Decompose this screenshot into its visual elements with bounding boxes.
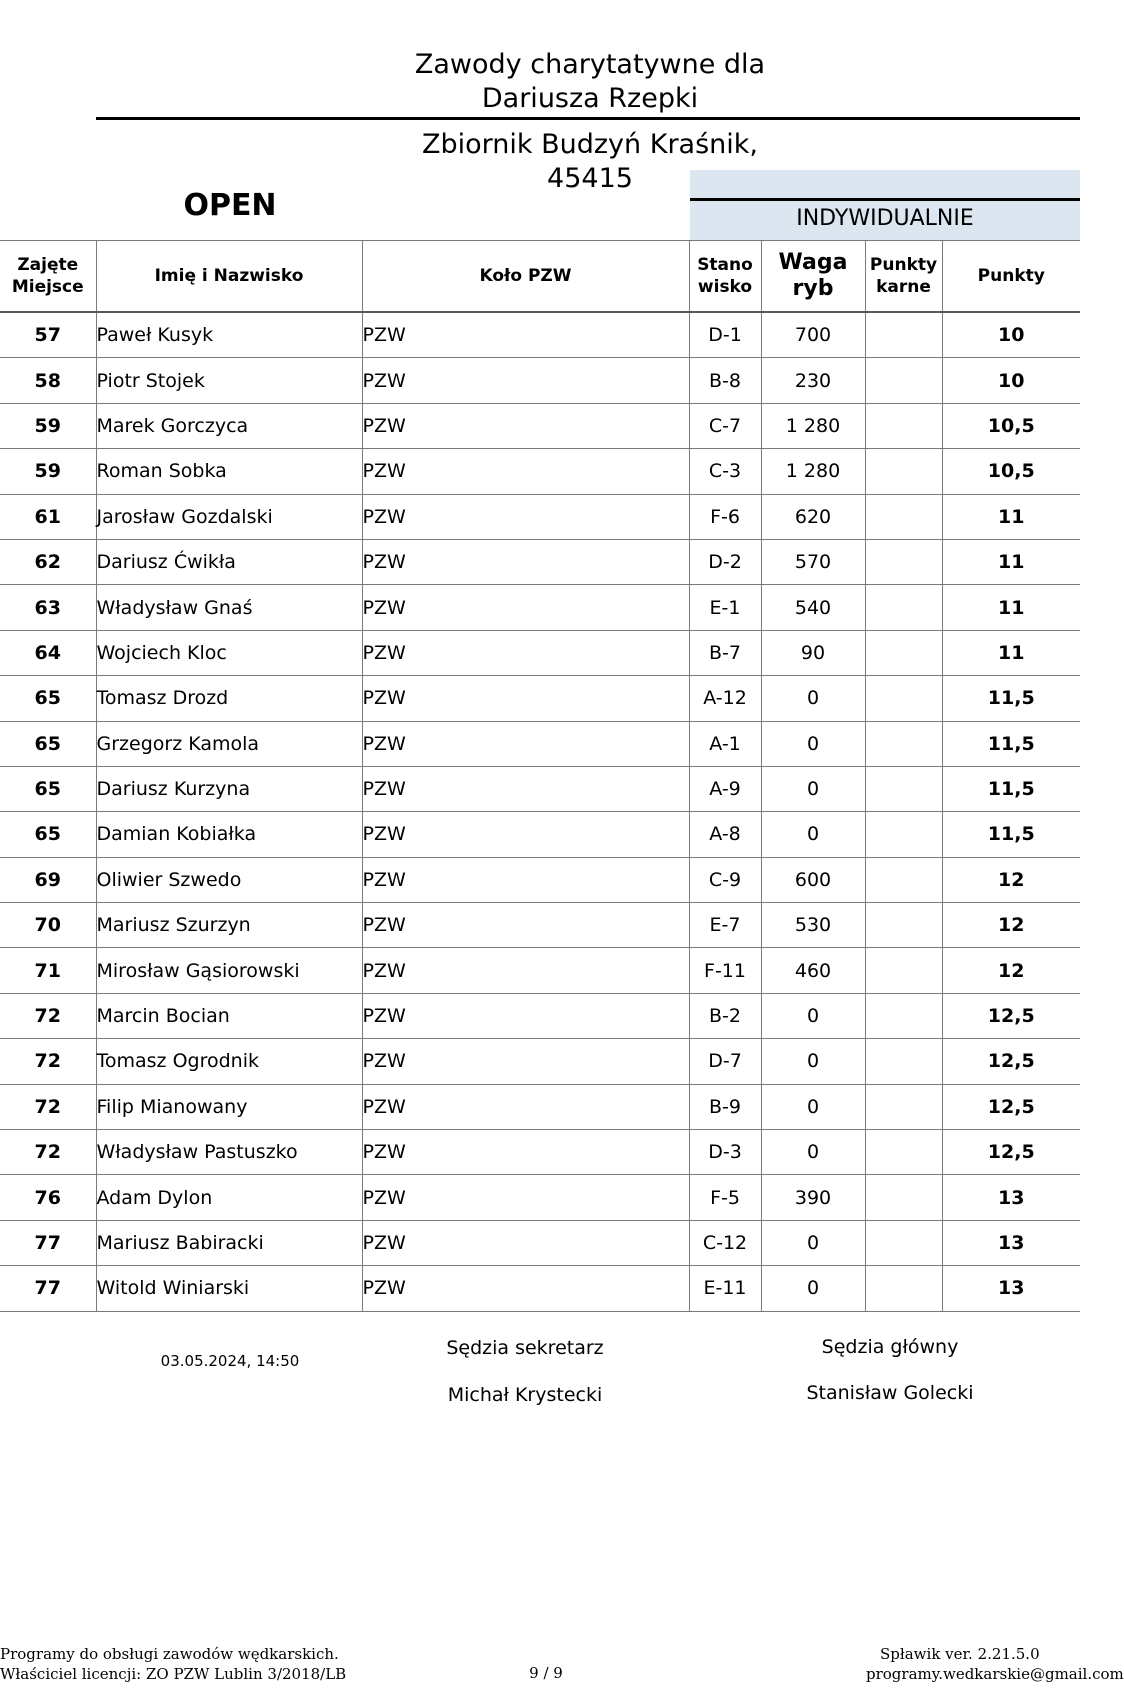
row-club: PZW: [362, 449, 689, 494]
row-penalty: [865, 857, 942, 902]
row-name: Dariusz Kurzyna: [96, 766, 362, 811]
table-row: [0, 539, 1080, 584]
footer-license-line: Właściciel licencji: ZO PZW Lublin 3/2018/LB: [0, 1665, 347, 1683]
row-station: B-7: [689, 630, 761, 675]
footer-email: programy.wedkarskie@gmail.com: [866, 1665, 1124, 1683]
row-penalty: [865, 766, 942, 811]
row-name: Władysław Pastuszko: [96, 1130, 362, 1175]
row-penalty: [865, 585, 942, 630]
row-weight: 0: [761, 1220, 865, 1265]
row-club: PZW: [362, 857, 689, 902]
row-place: 62: [0, 539, 96, 584]
row-weight: 1 280: [761, 449, 865, 494]
table-row: [0, 494, 1080, 539]
row-station: A-8: [689, 812, 761, 857]
row-name: Tomasz Drozd: [96, 676, 362, 721]
row-penalty: [865, 1039, 942, 1084]
col-header-points: Punkty: [942, 241, 1080, 313]
document-title: [360, 48, 820, 116]
row-club: PZW: [362, 993, 689, 1038]
row-station: F-5: [689, 1175, 761, 1220]
row-station: C-12: [689, 1220, 761, 1265]
row-club: PZW: [362, 903, 689, 948]
row-weight: 390: [761, 1175, 865, 1220]
row-points: 11: [942, 585, 1080, 630]
secretary-name: Michał Krystecki: [447, 1384, 603, 1406]
row-station: B-8: [689, 358, 761, 403]
row-points: 13: [942, 1266, 1080, 1311]
row-points: 11,5: [942, 676, 1080, 721]
row-station: A-12: [689, 676, 761, 721]
col-header-weight: Waga ryb: [761, 241, 865, 313]
row-place: 65: [0, 676, 96, 721]
footer-version: Spławik ver. 2.21.5.0: [880, 1645, 1040, 1663]
row-place: 69: [0, 857, 96, 902]
row-station: A-9: [689, 766, 761, 811]
row-weight: 540: [761, 585, 865, 630]
row-station: D-1: [689, 312, 761, 358]
venue-title: Zbiornik Budzyń Kraśnik, 45415: [422, 129, 758, 194]
row-name: Grzegorz Kamola: [96, 721, 362, 766]
row-club: PZW: [362, 766, 689, 811]
row-club: PZW: [362, 676, 689, 721]
row-place: 59: [0, 403, 96, 448]
row-penalty: [865, 1266, 942, 1311]
row-place: 72: [0, 1039, 96, 1084]
row-club: PZW: [362, 539, 689, 584]
col-header-club: Koło PZW: [362, 241, 689, 313]
row-penalty: [865, 1175, 942, 1220]
table-row: [0, 857, 1080, 902]
row-place: 72: [0, 1130, 96, 1175]
row-penalty: [865, 1084, 942, 1129]
row-name: Witold Winiarski: [96, 1266, 362, 1311]
table-row: [0, 1084, 1080, 1129]
row-points: 12,5: [942, 1130, 1080, 1175]
row-place: 64: [0, 630, 96, 675]
table-row: [0, 403, 1080, 448]
row-weight: 0: [761, 1130, 865, 1175]
row-weight: 0: [761, 766, 865, 811]
row-station: E-7: [689, 903, 761, 948]
row-penalty: [865, 539, 942, 584]
row-place: 65: [0, 812, 96, 857]
secretary-label: Sędzia sekretarz: [446, 1337, 604, 1359]
row-station: D-7: [689, 1039, 761, 1084]
row-points: 13: [942, 1220, 1080, 1265]
category-label: OPEN: [183, 188, 277, 223]
row-station: D-3: [689, 1130, 761, 1175]
row-points: 11: [942, 539, 1080, 584]
row-name: Adam Dylon: [96, 1175, 362, 1220]
row-name: Oliwier Szwedo: [96, 857, 362, 902]
row-club: PZW: [362, 812, 689, 857]
row-penalty: [865, 721, 942, 766]
section-label: INDYWIDUALNIE: [796, 206, 974, 231]
table-row: [0, 358, 1080, 403]
row-name: Władysław Gnaś: [96, 585, 362, 630]
table-row: [0, 1130, 1080, 1175]
row-penalty: [865, 358, 942, 403]
row-weight: 0: [761, 1266, 865, 1311]
row-place: 76: [0, 1175, 96, 1220]
row-weight: 570: [761, 539, 865, 584]
row-station: C-9: [689, 857, 761, 902]
row-points: 11,5: [942, 721, 1080, 766]
row-penalty: [865, 1130, 942, 1175]
row-name: Jarosław Gozdalski: [96, 494, 362, 539]
row-weight: 700: [761, 312, 865, 358]
row-penalty: [865, 812, 942, 857]
table-row: [0, 766, 1080, 811]
table-row: [0, 449, 1080, 494]
row-weight: 0: [761, 721, 865, 766]
section-header-rule: [690, 198, 1080, 201]
col-header-name: Imię i Nazwisko: [96, 241, 362, 313]
row-place: 57: [0, 312, 96, 358]
table-row: [0, 1175, 1080, 1220]
report-date: 03.05.2024, 14:50: [160, 1352, 300, 1370]
results-table: [0, 240, 1080, 1312]
row-name: Wojciech Kloc: [96, 630, 362, 675]
row-points: 12: [942, 903, 1080, 948]
row-weight: 600: [761, 857, 865, 902]
table-row: [0, 993, 1080, 1038]
table-row: [0, 812, 1080, 857]
table-row: [0, 1039, 1080, 1084]
page-number: 9 / 9: [529, 1664, 563, 1682]
row-station: F-11: [689, 948, 761, 993]
row-weight: 90: [761, 630, 865, 675]
row-points: 11: [942, 630, 1080, 675]
row-club: PZW: [362, 721, 689, 766]
title-line-1: Zawody charytatywne dla: [414, 49, 766, 80]
row-club: PZW: [362, 403, 689, 448]
row-penalty: [865, 676, 942, 721]
row-penalty: [865, 403, 942, 448]
row-name: Mirosław Gąsiorowski: [96, 948, 362, 993]
row-station: E-1: [689, 585, 761, 630]
table-row: [0, 721, 1080, 766]
row-points: 10,5: [942, 449, 1080, 494]
row-penalty: [865, 312, 942, 358]
row-points: 11,5: [942, 766, 1080, 811]
row-station: C-3: [689, 449, 761, 494]
row-penalty: [865, 630, 942, 675]
table-row: [0, 1266, 1080, 1311]
row-weight: 620: [761, 494, 865, 539]
row-points: 12: [942, 857, 1080, 902]
title-line-2: Dariusza Rzepki: [481, 83, 699, 114]
row-weight: 1 280: [761, 403, 865, 448]
row-club: PZW: [362, 1220, 689, 1265]
row-club: PZW: [362, 948, 689, 993]
row-penalty: [865, 1220, 942, 1265]
row-club: PZW: [362, 1175, 689, 1220]
row-points: 10,5: [942, 403, 1080, 448]
row-place: 63: [0, 585, 96, 630]
row-place: 77: [0, 1220, 96, 1265]
row-name: Roman Sobka: [96, 449, 362, 494]
footer-software-line: Programy do obsługi zawodów wędkarskich.: [0, 1645, 339, 1663]
table-row: [0, 903, 1080, 948]
row-club: PZW: [362, 1084, 689, 1129]
row-name: Marek Gorczyca: [96, 403, 362, 448]
row-club: PZW: [362, 494, 689, 539]
row-club: PZW: [362, 1266, 689, 1311]
table-row: [0, 630, 1080, 675]
row-name: Mariusz Szurzyn: [96, 903, 362, 948]
row-name: Dariusz Ćwikła: [96, 539, 362, 584]
row-station: A-1: [689, 721, 761, 766]
row-weight: 0: [761, 993, 865, 1038]
row-weight: 0: [761, 1039, 865, 1084]
table-header-row: [0, 241, 1080, 313]
row-points: 12: [942, 948, 1080, 993]
row-place: 58: [0, 358, 96, 403]
row-weight: 230: [761, 358, 865, 403]
row-place: 71: [0, 948, 96, 993]
row-weight: 0: [761, 676, 865, 721]
row-club: PZW: [362, 1130, 689, 1175]
row-weight: 0: [761, 1084, 865, 1129]
row-name: Damian Kobiałka: [96, 812, 362, 857]
row-place: 65: [0, 721, 96, 766]
row-name: Piotr Stojek: [96, 358, 362, 403]
row-station: B-2: [689, 993, 761, 1038]
row-name: Mariusz Babiracki: [96, 1220, 362, 1265]
row-penalty: [865, 903, 942, 948]
row-weight: 460: [761, 948, 865, 993]
row-name: Tomasz Ogrodnik: [96, 1039, 362, 1084]
row-station: B-9: [689, 1084, 761, 1129]
row-club: PZW: [362, 1039, 689, 1084]
table-row: [0, 1220, 1080, 1265]
title-divider: [96, 117, 1080, 120]
row-penalty: [865, 948, 942, 993]
row-station: E-11: [689, 1266, 761, 1311]
row-place: 72: [0, 1084, 96, 1129]
row-points: 12,5: [942, 993, 1080, 1038]
row-station: D-2: [689, 539, 761, 584]
row-station: F-6: [689, 494, 761, 539]
row-points: 11: [942, 494, 1080, 539]
row-name: Marcin Bocian: [96, 993, 362, 1038]
col-header-penalty: Punkty karne: [865, 241, 942, 313]
table-row: [0, 585, 1080, 630]
row-name: Paweł Kusyk: [96, 312, 362, 358]
table-row: [0, 948, 1080, 993]
row-place: 65: [0, 766, 96, 811]
row-penalty: [865, 993, 942, 1038]
row-place: 70: [0, 903, 96, 948]
row-club: PZW: [362, 630, 689, 675]
row-points: 10: [942, 358, 1080, 403]
row-weight: 0: [761, 812, 865, 857]
table-row: [0, 676, 1080, 721]
row-penalty: [865, 449, 942, 494]
row-place: 59: [0, 449, 96, 494]
row-place: 61: [0, 494, 96, 539]
row-place: 72: [0, 993, 96, 1038]
row-club: PZW: [362, 585, 689, 630]
row-points: 12,5: [942, 1039, 1080, 1084]
chief-judge-name: Stanisław Golecki: [806, 1382, 974, 1404]
row-place: 77: [0, 1266, 96, 1311]
row-points: 10: [942, 312, 1080, 358]
row-penalty: [865, 494, 942, 539]
row-points: 12,5: [942, 1084, 1080, 1129]
chief-judge-label: Sędzia główny: [821, 1336, 959, 1358]
row-points: 13: [942, 1175, 1080, 1220]
row-club: PZW: [362, 358, 689, 403]
row-points: 11,5: [942, 812, 1080, 857]
table-row: [0, 312, 1080, 358]
row-name: Filip Mianowany: [96, 1084, 362, 1129]
row-club: PZW: [362, 312, 689, 358]
col-header-station: Stano wisko: [689, 241, 761, 313]
row-station: C-7: [689, 403, 761, 448]
row-weight: 530: [761, 903, 865, 948]
col-header-place: Zajęte Miejsce: [0, 241, 96, 313]
